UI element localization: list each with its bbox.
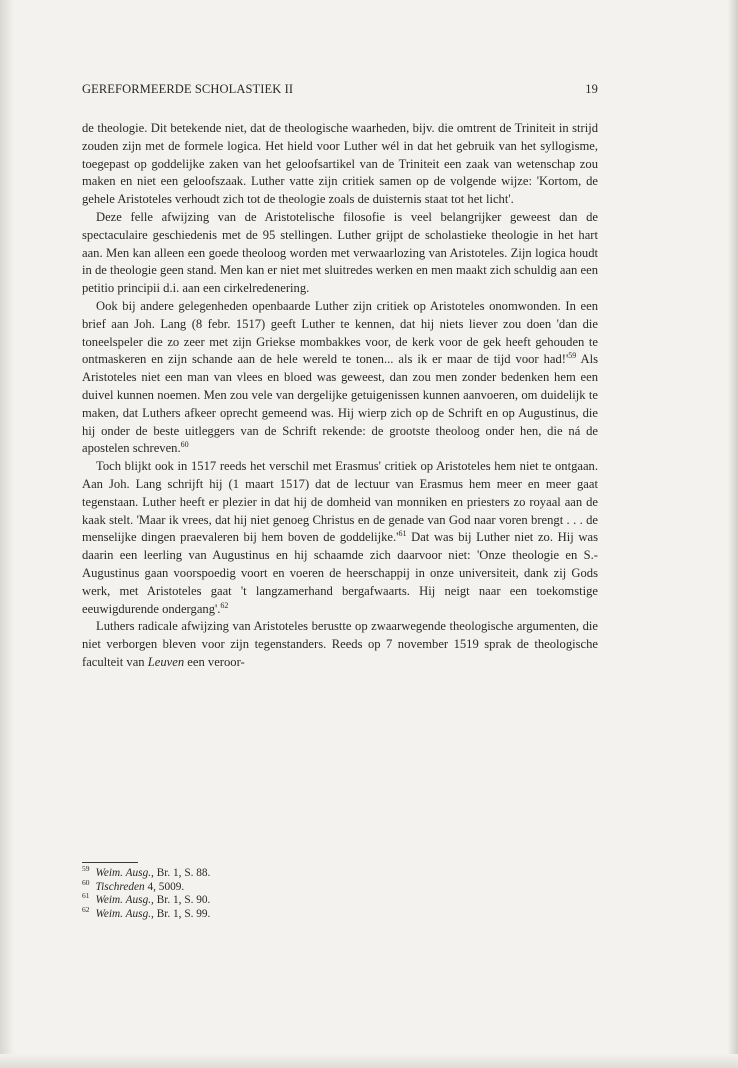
paragraph-3-text-a: Ook bij andere gelegenheden openbaarde Luther zijn critiek op Aristoteles onomwonden. In een brief aan Joh. Lang (8 febr. 1517) geeft Luther te kennen, dat hij niets liever zou doen 'dan die toneelspeler die zo zeer met zijn Griekse mombakkes voor, de kerk voor de gek heeft gehouden te ontmaskeren en zijn schande aan de hele wereld te tonen... als ik er maar de tijd voor had!': [82, 298, 598, 367]
footnote-ref-text: 4, 5009.: [144, 880, 185, 893]
paragraph-2: Deze felle afwijzing van de Aristotelische filosofie is veel belangrijker geweest dan de spectaculaire geschiedenis met de 95 stellingen. Luther grijpt de scholastieke theologie in het hart aan. Men kan alleen een goede theoloog worden met verwaarlozing van Aristoteles. Zijn logica houdt in de theologie geen stand. Men kan er niet met sluitredes werken en men maakt zich schuldig aan een petitio principii d.i. aan een cirkelredenering.: [82, 209, 598, 296]
paragraph-5-text-b: een veroor-: [184, 654, 245, 669]
footnote-rule: [82, 862, 138, 863]
footnote-ref-62: 62: [220, 600, 229, 610]
paragraph-3-text-b: Als Aristoteles niet een man van vlees en bloed was geweest, dan zou men zonder bedenken hem een duivel kunnen noemen. Men zou vele van dergelijke getuigenissen kunnen aanvoeren, om duidelijk te maken, dat Luthers afkeer oprecht gemeend was. Hij wierp zich op de Schrift en op Augustinus, die hij onder de beste uitleggers van de Schrift rekende: de grootste theoloog onder hen, die ná de apostelen schreven.: [82, 352, 598, 456]
footnote: [82, 877, 502, 895]
footnote-source: Weim. Ausg.,: [95, 867, 154, 879]
paragraph-1: de theologie. Dit betekende niet, dat de theologische waarheden, bijv. die omtrent de Triniteit in strijd zouden zijn met de formele logica. Het hield voor Luther wél in dat het gebruik van het syllogisme, toegepast op goddelijke zaken van het geloofsartikel van de Triniteit een zaak van wetenschap zou maken en niet een geloofszaak. Luther vatte zijn critiek samen op de volgende wijze: 'Kortom, de gehele Aristoteles verhoudt zich tot de theologie zoals de duisternis staat tot het licht'.: [82, 121, 598, 207]
footnote-source: Weim. Ausg.,: [95, 907, 154, 920]
footnote-ref-text: Br. 1, S. 88.: [153, 867, 211, 879]
footnote-number: 61: [82, 891, 90, 901]
footnote-source: Weim. Ausg.,: [95, 894, 154, 907]
footnote-ref-text: Br. 1, S. 90.: [153, 894, 211, 907]
page-number: 19: [585, 82, 598, 96]
paragraph-5: [82, 618, 598, 671]
footnotes: [82, 864, 502, 921]
footnote: [82, 891, 502, 908]
paragraph-5-place: Leuven: [147, 654, 185, 669]
footnote-number: 59: [82, 864, 90, 874]
footnote: [82, 864, 502, 881]
paragraph-4-text-a: Toch blijkt ook in 1517 reeds het verschil met Erasmus' critiek op Aristoteles hem niet te ontgaan. Aan Joh. Lang schrijft hij (1 maart 1517) dat de lectuur van Erasmus hem meer en meer gaat tegenstaan. Luther heeft er plezier in dat hij de domheid van monniken en priesters zo royaal aan de kaak stelt. 'Maar ik vrees, dat hij niet genoeg Christus en de genade van God naar voren brengt . . . de menselijke dingen praevaleren bij hem boven de goddelijke.': [82, 459, 598, 545]
scan-edge-left: [0, 0, 14, 1068]
scan-edge-right: [728, 0, 738, 1068]
paragraph-4: [82, 458, 598, 618]
footnote-source: Tischreden: [95, 880, 145, 893]
running-title: GEREFORMEERDE SCHOLASTIEK II: [82, 82, 294, 96]
paragraph-3: [82, 298, 598, 458]
footnote-number: 62: [82, 905, 90, 915]
paragraph-4-text-b: Dat was bij Luther niet zo. Hij was daarin een leerling van Augustinus en hij schaamde zich daarvoor niet: 'Onze theologie en S.-Augustinus gaan voorspoedig voort en voeren de heerschappij in onze universiteit, dank zij Gods werk, met Aristoteles gaat 't langzamerhand bergafwaarts. Hij neigt naar een toekomstige eeuwigdurende ondergang'.: [82, 530, 598, 616]
footnote: [82, 905, 502, 922]
footnote-ref-61: 61: [398, 529, 407, 539]
footnote-ref-59: 59: [568, 351, 577, 361]
body-text: [82, 120, 598, 672]
footnote-ref-text: Br. 1, S. 99.: [153, 907, 211, 920]
paragraph-5-text-a: Luthers radicale afwijzing van Aristoteles berustte op zwaarwegende theologische argumenten, die niet verborgen bleven voor zijn tegenstanders. Reeds op 7 november 1519 sprak de theologische faculteit van: [82, 619, 598, 669]
footnote-number: 60: [82, 877, 90, 887]
footnote-ref-60: 60: [180, 440, 189, 450]
scan-edge-bottom: [0, 1054, 738, 1068]
